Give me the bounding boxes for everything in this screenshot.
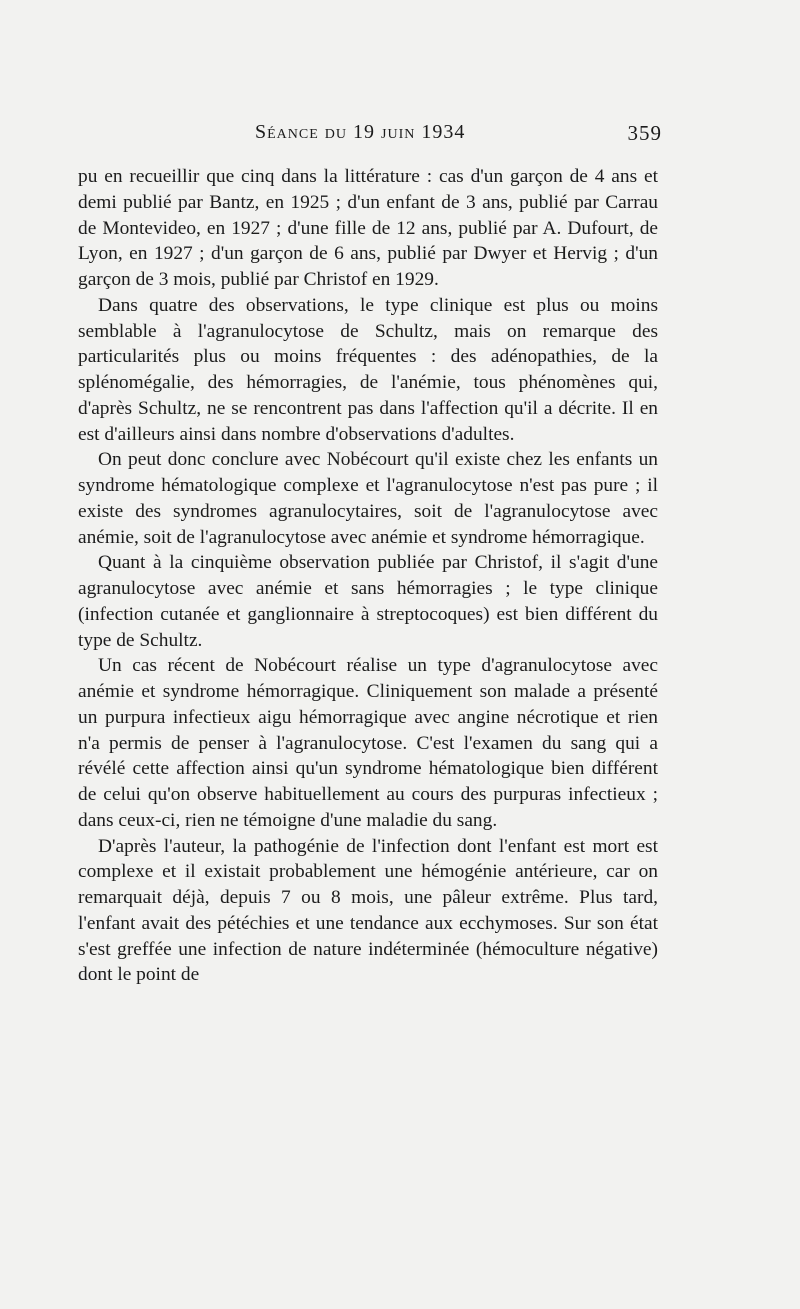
paragraph: pu en recueillir que cinq dans la littérature : cas d'un garçon de 4 ans et demi publié par Bantz, en 1925 ; d'un enfant de 3 ans, publié par Carrau de Montevideo, en 1927 ; d'une fille de 12 ans, publié par A. Dufourt, de Lyon, en 1927 ; d'un garçon de 6 ans, publié par Dwyer et Hervig ; d'un garçon de 3 mois, publié par Christof en 1929.: [78, 166, 658, 290]
paragraph: Quant à la cinquième observation publiée par Christof, il s'agit d'une agranulocytose avec anémie et sans hémorragies ; le type clinique (infection cutanée et ganglionnaire à streptocoques) est bien différent du type de Schultz.: [78, 552, 658, 651]
paragraph: Un cas récent de Nobécourt réalise un type d'agranulocytose avec anémie et syndrome hémorragique. Cliniquement son malade a présenté un purpura infectieux aigu hémorragique avec angine nécrotique et rien n'a permis de penser à l'agranulocytose. C'est l'examen du sang qui a révélé cette affection ainsi qu'un syndrome hématologique bien différent de celui qu'on observe habituellement au cours des purpuras infectieux ; dans ceux-ci, rien ne témoigne d'une maladie du sang.: [78, 655, 658, 831]
running-head: Séance du 19 juin 1934: [255, 121, 466, 143]
body-text: [78, 164, 658, 988]
paragraph: Dans quatre des observations, le type clinique est plus ou moins semblable à l'agranulocytose de Schultz, mais on remarque des particularités plus ou moins fréquentes : des adénopathies, de la splénomégalie, des hémorragies, de l'anémie, tous phénomènes qui, d'après Schultz, ne se rencontrent pas dans l'affection qu'il a décrite. Il en est d'ailleurs ainsi dans nombre d'observations d'adultes.: [78, 294, 658, 445]
page-number: 359: [627, 121, 662, 145]
page-header: [80, 118, 662, 148]
paragraph: On peut donc conclure avec Nobécourt qu'il existe chez les enfants un syndrome hématologique complexe et l'agranulocytose n'est pas pure ; il existe des syndromes agranulocytaires, soit de l'agranulocytose avec anémie, soit de l'agranulocytose avec anémie et syndrome hémorragique.: [78, 449, 658, 548]
paragraph: D'après l'auteur, la pathogénie de l'infection dont l'enfant est mort est complexe et il existait probablement une hémogénie antérieure, car on remarquait déjà, depuis 7 ou 8 mois, une pâleur extrême. Plus tard, l'enfant avait des pétéchies et une tendance aux ecchymoses. Sur son état s'est greffée une infection de nature indéterminée (hémoculture négative) dont le point de: [78, 835, 658, 986]
